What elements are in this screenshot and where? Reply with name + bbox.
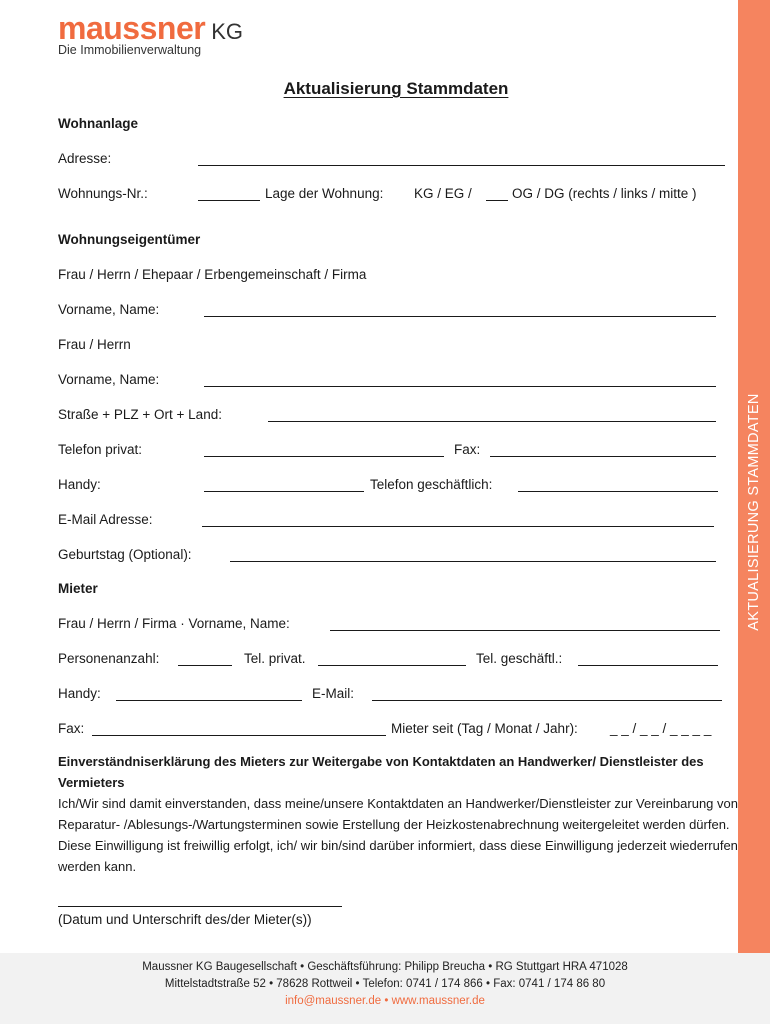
tenant-mobile-field[interactable] — [116, 700, 302, 701]
side-label: AKTUALISIERUNG STAMMDATEN — [746, 393, 762, 631]
adresse-label: Adresse: — [58, 151, 112, 166]
owner-phone-label: Telefon privat: — [58, 442, 143, 457]
tenant-name-label: Frau / Herrn / Firma · Vorname, Name: — [58, 616, 290, 631]
logo-tagline: Die Immobilienverwaltung — [58, 43, 202, 57]
persons-field[interactable] — [178, 665, 232, 666]
owner-mobile-label: Handy: — [58, 477, 101, 492]
adresse-field[interactable] — [198, 165, 725, 166]
signature-caption: (Datum und Unterschrift des/der Mieter(s)) — [58, 912, 312, 927]
consent-text: Ich/Wir sind damit einverstanden, dass meine/unsere Kontaktdaten an Handwerker/Dienstleister zur Vereinbarung von Reparatur- /Ablesungs-/Wartungsterminen sowie Erstellung der Heizkostenabrechnung weitergeleitet werden dürfen. Diese Einwilligung ist freiwillig erfolgt, ich/ wir bin/sind darüber informiert, dass diese Einwilligung jederzeit wiederrufen werden kann. — [58, 796, 738, 874]
logo-suffix: KG — [211, 19, 243, 44]
consent-title: Einverständniserklärung des Mieters zur Weitergabe von Kontaktdaten an Handwerker/ Dienstleister des Vermieters — [58, 754, 704, 790]
tenant-since-label: Mieter seit (Tag / Monat / Jahr): — [391, 721, 578, 736]
lage-label: Lage der Wohnung: — [265, 186, 384, 201]
footer-company-line: Maussner KG Baugesellschaft • Geschäftsführung: Philipp Breucha • RG Stuttgart HRA 471028 — [142, 961, 628, 973]
tenant-email-field[interactable] — [372, 700, 722, 701]
consent-block — [58, 751, 738, 877]
owner-name-label-2: Vorname, Name: — [58, 372, 160, 387]
tenant-fax-label: Fax: — [58, 721, 85, 736]
wohnungsnr-field[interactable] — [198, 200, 260, 201]
tenant-since-date-field[interactable]: _ _ / _ _ / _ _ _ _ — [610, 721, 712, 736]
tenant-phone-field[interactable] — [318, 665, 466, 666]
signature-field[interactable] — [58, 906, 342, 907]
company-logo — [58, 10, 243, 57]
section-heading-eigentuemer: Wohnungseigentümer — [58, 232, 201, 247]
footer — [0, 953, 770, 1024]
section-heading-mieter: Mieter — [58, 581, 98, 596]
owner-fax-label: Fax: — [454, 442, 481, 457]
logo-wordmark: maussner — [58, 10, 206, 46]
tenant-mobile-label: Handy: — [58, 686, 101, 701]
owner-business-phone-field[interactable] — [518, 491, 718, 492]
owner-email-field[interactable] — [202, 526, 714, 527]
tenant-fax-field[interactable] — [92, 735, 386, 736]
owner-mobile-field[interactable] — [204, 491, 364, 492]
lage-options-2: OG / DG (rechts / links / mitte ) — [512, 186, 697, 201]
wohnungsnr-label: Wohnungs-Nr.: — [58, 186, 148, 201]
owner-phone-field[interactable] — [204, 456, 444, 457]
lage-options-1: KG / EG / — [414, 186, 472, 201]
anrede-options-2: Frau / Herrn — [58, 337, 131, 352]
owner-name-field-1[interactable] — [204, 316, 716, 317]
tenant-business-phone-field[interactable] — [578, 665, 718, 666]
section-heading-wohnanlage: Wohnanlage — [58, 116, 139, 131]
page-title: Aktualisierung Stammdaten — [283, 79, 509, 98]
anrede-options-1: Frau / Herrn / Ehepaar / Erbengemeinschaft / Firma — [58, 267, 367, 282]
lage-og-field[interactable] — [486, 200, 508, 201]
footer-address-line: Mittelstadtstraße 52 • 78628 Rottweil • Telefon: 0741 / 174 866 • Fax: 0741 / 174 86 80 — [164, 978, 606, 990]
tenant-business-phone-label: Tel. geschäftl.: — [476, 651, 563, 666]
owner-name-label-1: Vorname, Name: — [58, 302, 160, 317]
persons-label: Personenanzahl: — [58, 651, 160, 666]
tenant-email-label: E-Mail: — [312, 686, 355, 701]
owner-address-field[interactable] — [268, 421, 716, 422]
owner-name-field-2[interactable] — [204, 386, 716, 387]
owner-fax-field[interactable] — [490, 456, 716, 457]
tenant-name-field[interactable] — [330, 630, 720, 631]
owner-birthday-field[interactable] — [230, 561, 716, 562]
tenant-phone-label: Tel. privat. — [244, 651, 306, 666]
owner-business-phone-label: Telefon geschäftlich: — [370, 477, 493, 492]
owner-birthday-label: Geburtstag (Optional): — [58, 547, 192, 562]
owner-address-label: Straße + PLZ + Ort + Land: — [58, 407, 222, 422]
owner-email-label: E-Mail Adresse: — [58, 512, 153, 527]
footer-contact-line[interactable]: info@maussner.de • www.maussner.de — [285, 995, 485, 1007]
